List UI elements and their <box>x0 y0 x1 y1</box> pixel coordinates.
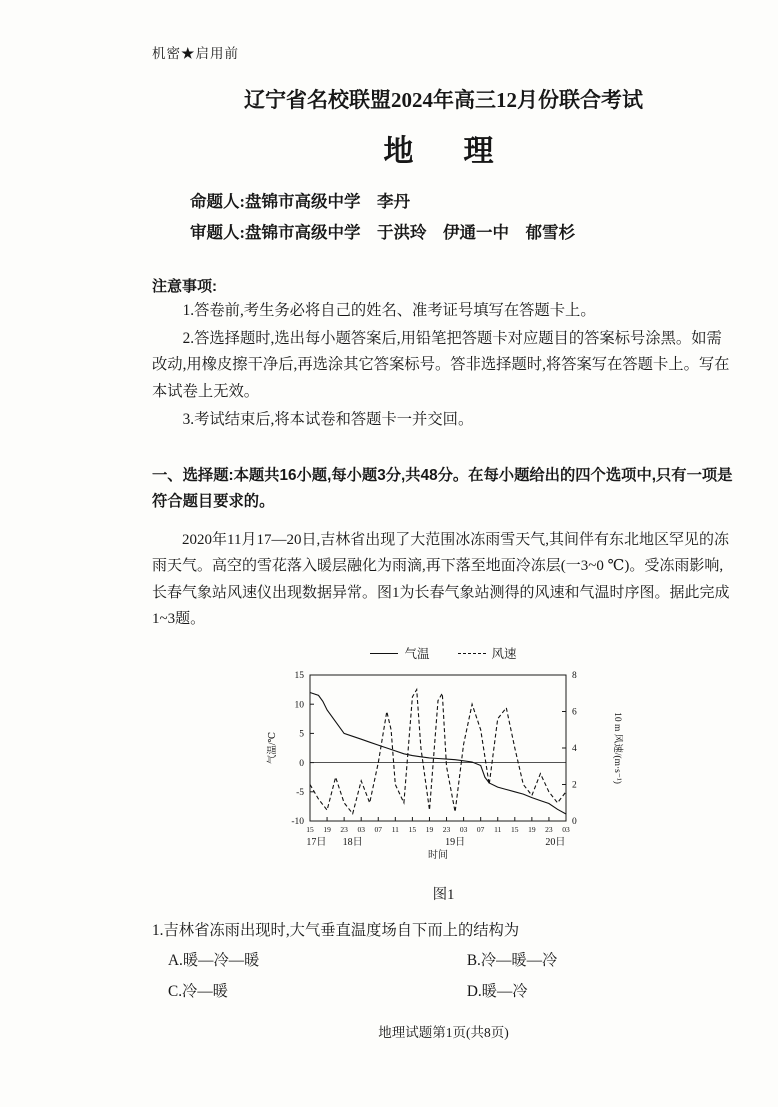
legend-temperature <box>370 644 429 662</box>
svg-text:19日: 19日 <box>444 837 465 849</box>
svg-text:4: 4 <box>571 744 577 755</box>
svg-text:18日: 18日 <box>342 837 363 849</box>
svg-text:-5: -5 <box>295 788 304 799</box>
svg-text:07: 07 <box>476 825 484 835</box>
notice-item-3: 3.考试结束后,将本试卷和答题卡一并交回。 <box>182 410 474 428</box>
svg-text:10: 10 <box>294 700 304 711</box>
svg-text:19: 19 <box>425 825 433 835</box>
svg-text:15: 15 <box>408 825 416 835</box>
svg-text:8: 8 <box>571 671 577 682</box>
svg-text:23: 23 <box>442 825 450 835</box>
svg-text:20日: 20日 <box>544 837 565 849</box>
temperature-line-swatch <box>370 653 398 654</box>
passage-text: 2020年11月17—20日,吉林省出现了大范围冰冻雨雪天气,其间伴有东北地区罕见的冻雨天气。高空的雪花落入暖层融化为雨滴,再下落至地面冷冻层(一3~0 ℃)。受冻雨影响,长春气象站风速仪出现数据异常。图1为长春气象站测得的风速和气温时序图。据此完成1~3题。 <box>152 532 730 627</box>
wind-line-swatch <box>458 653 486 654</box>
svg-text:07: 07 <box>374 825 382 835</box>
figure1 <box>152 644 735 904</box>
svg-text:23: 23 <box>544 825 553 835</box>
legend-wind <box>458 644 517 662</box>
svg-text:03: 03 <box>356 825 365 835</box>
svg-text:03: 03 <box>459 825 467 835</box>
svg-text:15: 15 <box>510 825 519 835</box>
svg-text:15: 15 <box>294 671 304 682</box>
notice-item-1: 1.答卷前,考生务必将自己的姓名、准考证号填写在答题卡上。 <box>182 301 596 319</box>
question-1-options <box>152 946 735 1007</box>
option-row-2 <box>152 977 735 1008</box>
option-b: B.冷—暖—冷 <box>466 952 558 970</box>
question-1-stem: 1.吉林省冻雨出现时,大气垂直温度场自下而上的结构为 <box>152 922 520 940</box>
setter-line: 命题人:盘锦市高级中学 李丹 <box>190 192 410 211</box>
section-heading: 一、选择题:本题共16小题,每小题3分,共48分。在每小题给出的四个选项中,只有一项是符合题目要求的。 <box>152 467 733 511</box>
figure1-chart <box>152 663 735 875</box>
svg-text:11: 11 <box>391 825 399 835</box>
svg-text:17日: 17日 <box>305 837 326 849</box>
confidential-marking: 机密★启用前 <box>152 46 239 61</box>
notice-item-2: 2.答选择题时,选出每小题答案后,用铅笔把答题卡对应题目的答案标号涂黑。如需改动,用橡皮擦干净后,再选涂其它答案标号。答非选择题时,将答案写在答题卡上。写在本试卷上无效。 <box>152 329 730 400</box>
figure1-caption: 图1 <box>432 887 455 904</box>
figure1-legend <box>152 644 735 662</box>
svg-text:03: 03 <box>561 825 570 835</box>
svg-text:5: 5 <box>298 729 304 740</box>
svg-text:10 m 风速/(m·s⁻¹): 10 m 风速/(m·s⁻¹) <box>611 712 622 785</box>
legend-wind-label: 风速 <box>491 647 517 662</box>
option-row-1 <box>152 946 735 977</box>
svg-text:0: 0 <box>571 817 577 828</box>
reviewer-line: 审题人:盘锦市高级中学 于洪玲 伊通一中 郁雪杉 <box>190 223 575 243</box>
svg-text:19: 19 <box>322 825 331 835</box>
svg-text:时间: 时间 <box>427 850 448 862</box>
subject-title: 地 理 <box>383 135 504 168</box>
svg-text:11: 11 <box>493 825 501 835</box>
byline-block <box>190 186 735 249</box>
svg-text:19: 19 <box>527 825 536 835</box>
svg-text:15: 15 <box>305 825 314 835</box>
option-d: D.暖—冷 <box>466 982 528 1000</box>
svg-text:0: 0 <box>298 758 304 769</box>
svg-text:-10: -10 <box>290 817 304 828</box>
svg-text:气温/℃: 气温/℃ <box>267 732 278 765</box>
option-a: A.暖—冷—暖 <box>168 952 260 970</box>
notice-heading: 注意事项: <box>152 277 217 295</box>
svg-text:6: 6 <box>571 707 577 718</box>
exam-title: 辽宁省名校联盟2024年高三12月份联合考试 <box>244 88 643 112</box>
option-c: C.冷—暖 <box>168 982 228 1000</box>
svg-text:23: 23 <box>339 825 348 835</box>
legend-temperature-label: 气温 <box>404 647 430 662</box>
page-footer: 地理试题第1页(共8页) <box>378 1025 509 1041</box>
svg-text:2: 2 <box>571 780 577 791</box>
